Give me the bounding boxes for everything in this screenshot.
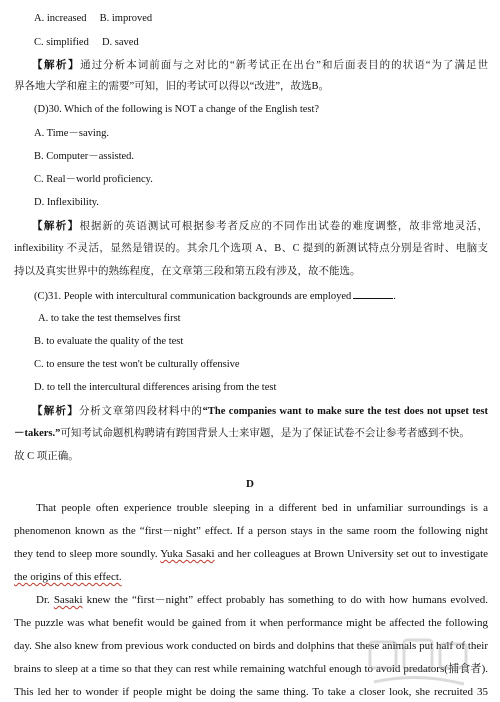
q30-analysis-line-2: inflexibility 不灵活，显然是错误的。其余几个选项 A、B、C 提到的新测试特点分别是省时、电脑支 (14, 243, 488, 254)
passage-p1-line-4: the origins of this effect. (14, 571, 122, 583)
q29-options-row-1 (34, 12, 152, 26)
section-heading: D (246, 478, 254, 490)
passage-p2-line-3: day. She also knew from previous work conducted on birds and dolphins that these animals put half of their (14, 640, 488, 652)
q29-option-d: D. saved (101, 37, 139, 48)
q31-analysis-line-2: －takers.”可知考试命题机构聘请有跨国背景人士来审题，是为了保证试卷不会让参考者感到不快。 (14, 428, 470, 439)
q31-analysis-line-1: 【解析】分析文章第四段材料中的“The companies want to make sure the test does not upset test (14, 404, 488, 419)
passage-p1-line-3: they tend to sleep more soundly. Yuka Sasaki and her colleagues at Brown University set out to investigate (14, 548, 489, 560)
proper-name-sasaki: Yuka Sasaki (160, 548, 215, 560)
q31-analysis-line-3: 故 C 项正确。 (14, 451, 79, 462)
q30-analysis-line-3: 持以及真实世界中的熟练程度，在文章第三段和第五段有涉及，故不能选。 (14, 266, 361, 277)
passage-p2-line-5: This led her to wonder if people might be doing the same thing. To take a closer look, she recruited 35 (14, 686, 488, 698)
q29-option-b: B. improved (99, 13, 153, 24)
q31-option-c: C. to ensure the test won't be culturally offensive (34, 359, 240, 370)
q30-option-d: D. Inflexibility. (34, 197, 99, 208)
proper-name-sasaki-2: Sasaki (53, 594, 83, 606)
q29-options-row-2 (34, 36, 139, 50)
answer-blank (353, 289, 393, 299)
q30-option-a: A. Time－saving. (34, 128, 109, 139)
q30-analysis-line-1: 【解析】根据新的英语测试可根据参考者反应的不同作出试卷的难度调整，故非常地灵活， (14, 219, 488, 234)
q30-stem: (D)30. Which of the following is NOT a change of the English test? (34, 104, 320, 115)
analysis-label: 【解析】 (32, 405, 79, 417)
q29-option-c: C. simplified (34, 37, 89, 48)
passage-p1-line-1: That people often experience trouble sleeping in a different bed in unfamiliar surroundings is a (36, 502, 488, 514)
q31-option-a: A. to take the test themselves first (38, 313, 181, 324)
q31-option-d: D. to tell the intercultural differences arising from the test (34, 382, 277, 393)
q29-analysis-line-2: 界各地大学和雇主的需要”可知，旧的考试可以得以“改进”，故选B。 (14, 81, 329, 92)
passage-p2-line-2: The puzzle was what benefit would be gained from it when performance might be affected the following (14, 617, 488, 629)
q29-option-a: A. increased (34, 13, 87, 24)
analysis-label: 【解析】 (32, 59, 81, 71)
q30-option-c: C. Real－world proficiency. (34, 174, 153, 185)
passage-p2-line-1: Dr. Sasaki knew the “first－night” effect probably has something to do with how humans evolved. (36, 594, 488, 606)
q30-option-b: B. Computer－assisted. (34, 151, 135, 162)
passage-p1-line-2: phenomenon known as the “first－night” effect. If a person stays in the same room the following night (14, 525, 488, 537)
passage-p2-line-4: brains to sleep at a time so that they can rest while remaining watchful enough to avoid predators(捕食者). (14, 663, 488, 675)
watermark-stamp-icon (364, 632, 472, 702)
analysis-label: 【解析】 (32, 220, 80, 232)
q29-analysis-line-1: 【解析】通过分析本词前面与之对比的“新考试正在出台”和后面表目的的状语“为了满足世 (14, 58, 488, 73)
q31-option-b: B. to evaluate the quality of the test (34, 336, 184, 347)
q31-stem: (C)31. People with intercultural communication backgrounds are employed . (34, 291, 396, 302)
